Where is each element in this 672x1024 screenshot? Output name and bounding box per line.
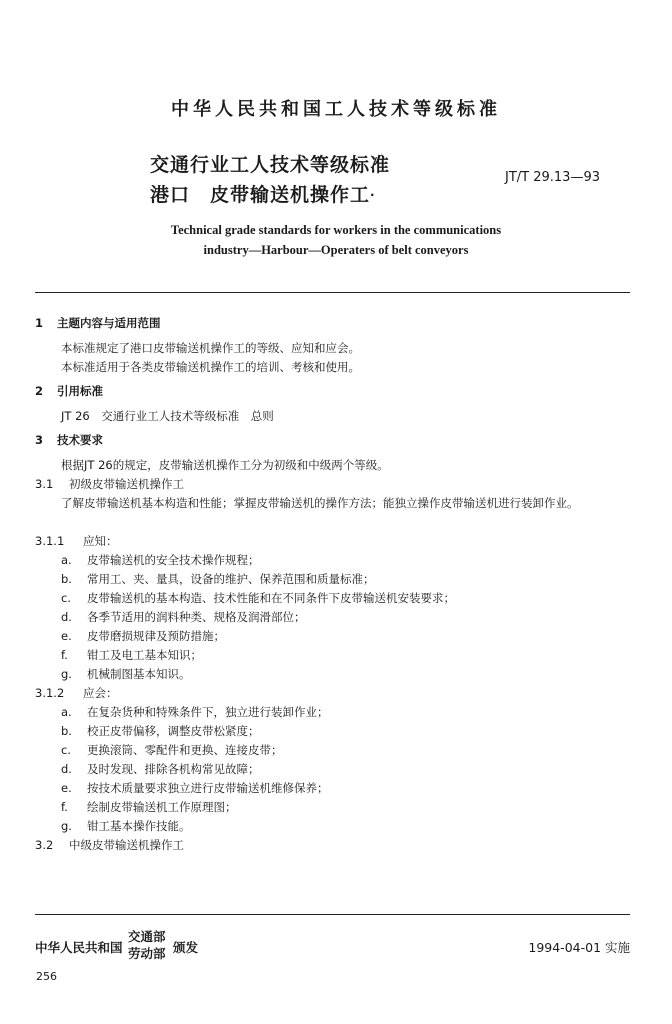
list-item: e. 按技术质量要求独立进行皮带输送机维修保养； <box>61 781 329 795</box>
section-3-para-1: 根据JT 26的规定，皮带输送机操作工分为初级和中级两个等级。 <box>61 458 389 472</box>
list-item: g. 机械制图基本知识。 <box>61 667 191 681</box>
list-item: d. 及时发现、排除各机构常见故障； <box>61 762 260 776</box>
standard-title-line2 <box>150 180 390 210</box>
section-3-2-heading: 3.2 中级皮带输送机操作工 <box>35 838 184 852</box>
list-item: f. 钳工及电工基本知识； <box>61 648 202 662</box>
list-item: e. 皮带磨损规律及预防措施； <box>61 629 225 643</box>
effective-date: 1994-04-01 实施 <box>528 940 630 955</box>
list-item: c. 皮带输送机的基本构造、技术性能和在不同条件下皮带输送机安装要求； <box>61 591 455 605</box>
list-item: g. 钳工基本操作技能。 <box>61 819 191 833</box>
list-item: c. 更换滚筒、零配件和更换、连接皮带； <box>61 743 283 757</box>
standard-code: JT/T 29.13—93 <box>505 170 600 185</box>
section-2-para-1: JT 26 交通行业工人技术等级标准 总则 <box>61 409 274 423</box>
title-mark: · <box>370 188 376 202</box>
section-1-para-2: 本标准适用于各类皮带输送机操作工的培训、考核和使用。 <box>61 360 360 374</box>
list-item: b. 校正皮带偏移，调整皮带松紧度； <box>61 724 260 738</box>
document-body <box>35 314 635 855</box>
list-item: a. 在复杂货种和特殊条件下，独立进行装卸作业； <box>61 705 329 719</box>
standard-title-line1: 交通行业工人技术等级标准 <box>150 154 391 176</box>
ministry-labour: 劳动部 <box>128 946 166 961</box>
list-item: b. 常用工、夹、量具，设备的维护、保养范围和质量标准； <box>61 572 375 586</box>
list-item: d. 各季节适用的润料种类、规格及润滑部位； <box>61 610 306 624</box>
know-list <box>35 551 635 684</box>
issue-label: 颁发 <box>173 940 199 955</box>
publisher: 中华人民共和国 <box>35 940 123 955</box>
list-item: f. 绘制皮带输送机工作原理图； <box>61 800 237 814</box>
can-list <box>35 703 635 836</box>
section-3-1-description: 了解皮带输送机基本构造和性能；掌握皮带输送机的操作方法；能独立操作皮带输送机进行装卸作业。 <box>61 496 579 510</box>
national-standard-title: 中华人民共和国工人技术等级标准 <box>171 99 501 120</box>
section-1-heading: 1 主题内容与适用范围 <box>35 316 161 330</box>
english-title-line2: industry—Harbour—Operaters of belt conveyors <box>203 243 469 257</box>
publication-footer <box>35 928 630 968</box>
english-title-line1: Technical grade standards for workers in the communications <box>170 223 502 237</box>
bottom-divider <box>35 914 630 915</box>
section-2-heading: 2 引用标准 <box>35 384 103 398</box>
list-item: a. 皮带输送机的安全技术操作规程； <box>61 553 260 567</box>
top-divider <box>35 292 630 293</box>
page-number: 256 <box>36 970 57 983</box>
section-3-1-2-heading: 3.1.2 应会： <box>35 686 118 700</box>
section-3-1-1-heading: 3.1.1 应知： <box>35 534 118 548</box>
standard-title <box>150 150 390 210</box>
section-3-1-heading: 3.1 初级皮带输送机操作工 <box>35 477 184 491</box>
issuing-ministries <box>128 928 166 962</box>
section-1-para-1: 本标准规定了港口皮带输送机操作工的等级、应知和应会。 <box>61 341 360 355</box>
english-title <box>0 220 672 260</box>
section-3-heading: 3 技术要求 <box>35 433 103 447</box>
standard-title-line2-text: 港口 皮带输送机操作工 <box>150 184 371 206</box>
ministry-transport: 交通部 <box>128 929 166 944</box>
